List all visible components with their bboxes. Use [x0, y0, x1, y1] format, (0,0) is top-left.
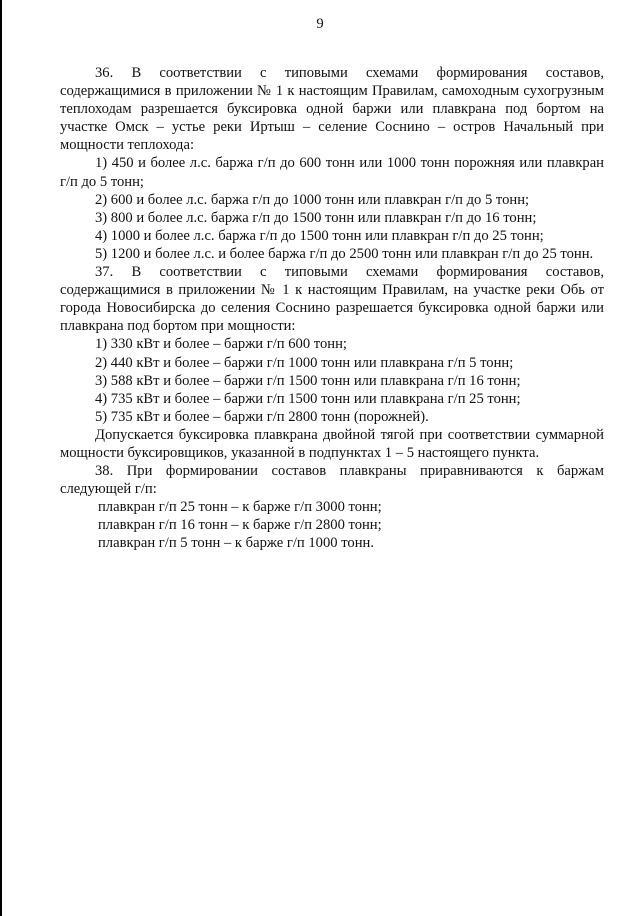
paragraph-36-intro: 36. В соответствии с типовыми схемами формирования составов, содержащимися в приложении № 1 к настоящим Правилам, самоходным сухогрузным теплоходам разрешается буксировка одной баржи или плавкрана под бортом на участке Омск – устье реки Иртыш – селение Соснино – остров Начальный при мощности теплохода: [60, 65, 604, 154]
paragraph-36-item-2: 2) 600 и более л.с. баржа г/п до 1000 тонн или плавкран г/п до 5 тонн; [95, 191, 530, 208]
document-body [60, 64, 604, 553]
page-number: 9 [316, 16, 324, 32]
paragraph-38-item-1: плавкран г/п 25 тонн – к барже г/п 3000 тонн; [98, 499, 382, 516]
paragraph-38-item-2: плавкран г/п 16 тонн – к барже г/п 2800 тонн; [98, 517, 382, 534]
paragraph-38-item-3: плавкран г/п 5 тонн – к барже г/п 1000 тонн. [98, 535, 374, 552]
paragraph-37-note: Допускается буксировка плавкрана двойной тягой при соответствии суммарной мощности буксировщиков, указанной в подпунктах 1 – 5 настоящего пункта. [60, 426, 604, 461]
paragraph-37-item-2: 2) 440 кВт и более – баржи г/п 1000 тонн или плавкрана г/п 5 тонн; [95, 354, 514, 371]
paragraph-37-item-1: 1) 330 кВт и более – баржи г/п 600 тонн; [95, 336, 347, 353]
paragraph-37-item-4: 4) 735 кВт и более – баржи г/п 1500 тонн или плавкрана г/п 25 тонн; [95, 390, 521, 407]
paragraph-37-item-3: 3) 588 кВт и более – баржи г/п 1500 тонн или плавкрана г/п 16 тонн; [95, 372, 521, 389]
paragraph-36-item-1: 1) 450 и более л.с. баржа г/п до 600 тонн или 1000 тонн порожняя или плавкран г/п до 5 тонн; [60, 155, 604, 190]
paragraph-38-intro: 38. При формировании составов плавкраны приравниваются к баржам следующей г/п: [60, 463, 604, 498]
paragraph-36-item-5: 5) 1200 и более л.с. и более баржа г/п до 2500 тонн или плавкран г/п до 25 тонн. [95, 245, 594, 262]
scan-edge-shadow [0, 0, 2, 916]
paragraph-36-item-4: 4) 1000 и более л.с. баржа г/п до 1500 тонн или плавкран г/п до 25 тонн; [95, 227, 544, 244]
paragraph-36-item-3: 3) 800 и более л.с. баржа г/п до 1500 тонн или плавкран г/п до 16 тонн; [95, 209, 537, 226]
paragraph-37-intro: 37. В соответствии с типовыми схемами формирования составов, содержащимися в приложении № 1 к настоящим Правилам, на участке реки Обь от города Новосибирска до селения Соснино разрешается буксировка одной баржи или плавкрана под бортом при мощности: [60, 264, 604, 335]
paragraph-37-item-5: 5) 735 кВт и более – баржи г/п 2800 тонн (порожней). [95, 408, 429, 425]
